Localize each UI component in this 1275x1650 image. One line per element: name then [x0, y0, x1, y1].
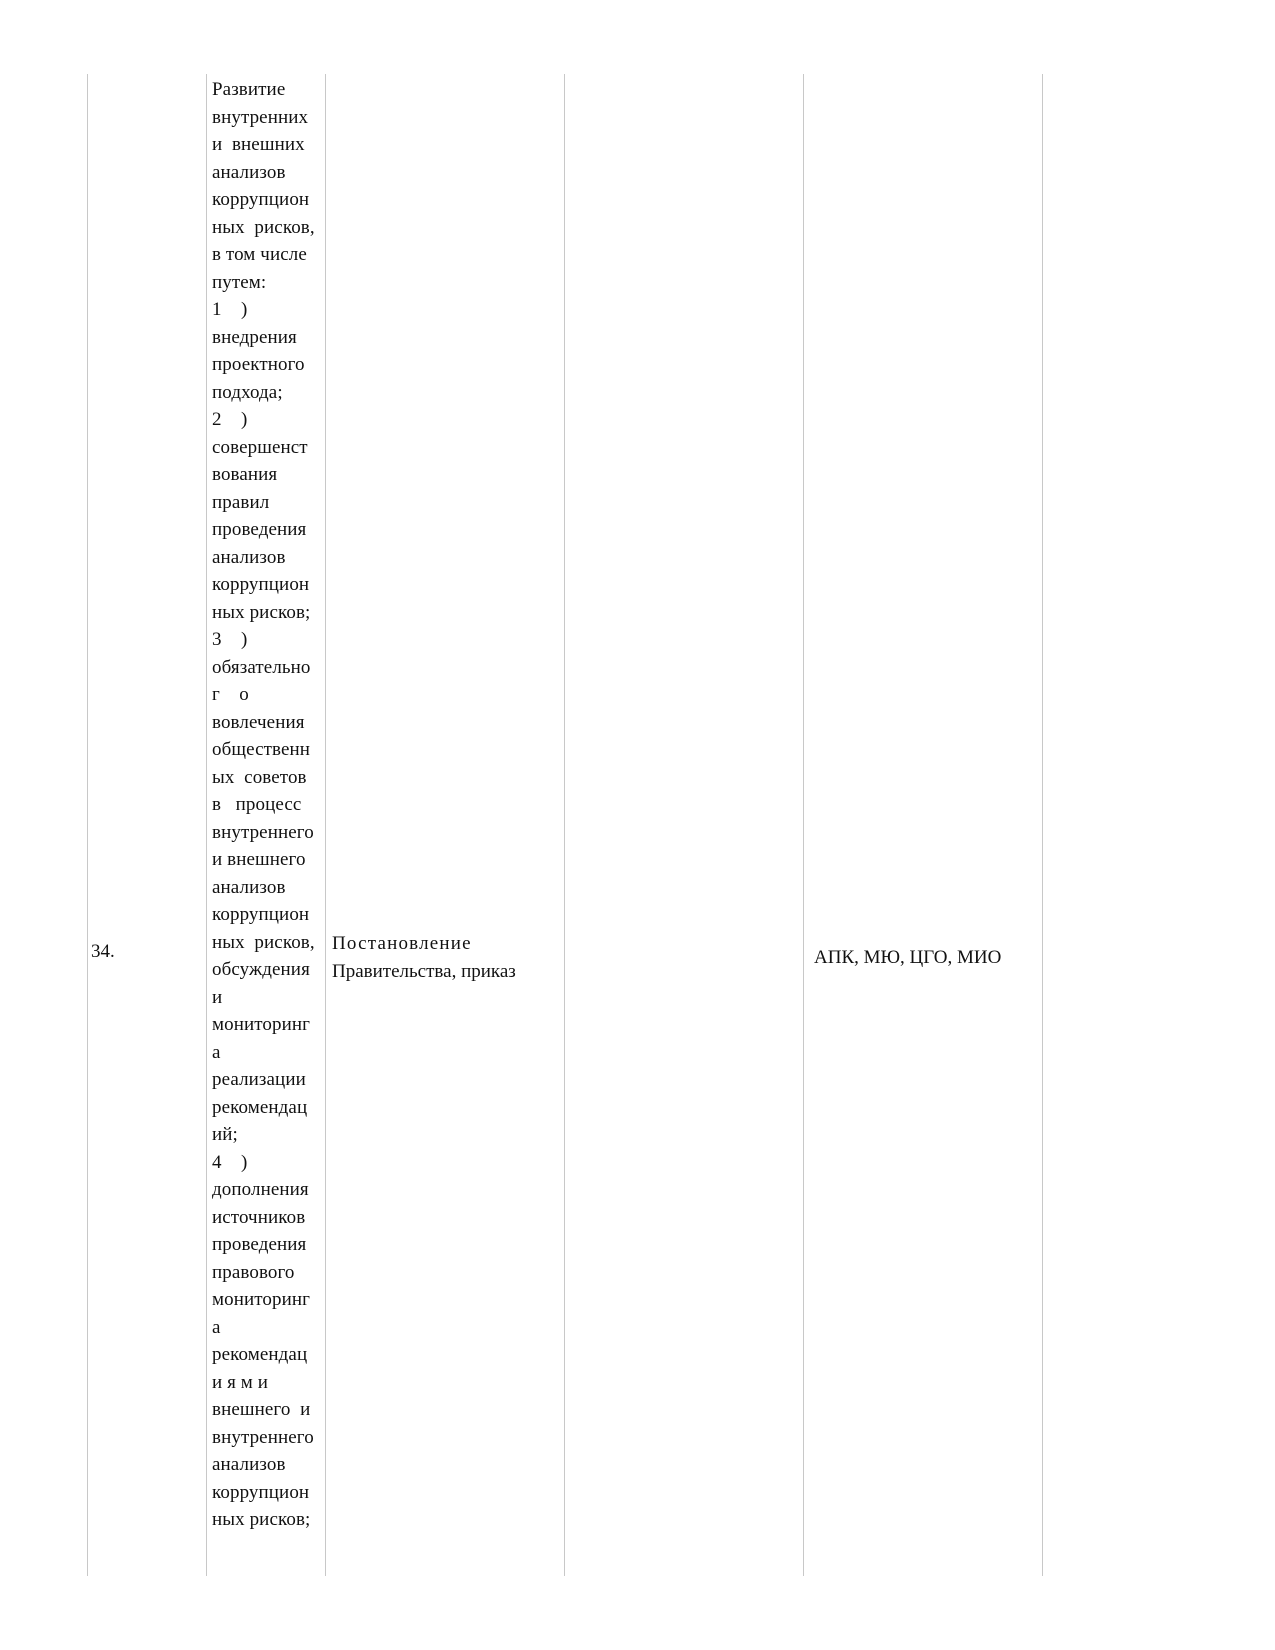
- column-divider: [1042, 74, 1043, 1576]
- description-line: в процесс: [212, 794, 302, 815]
- description-line: ных рисков,: [212, 216, 315, 238]
- column-divider: [87, 74, 88, 1576]
- description-line: 3 ): [212, 629, 248, 650]
- description-line: и внешнего: [212, 849, 306, 870]
- description-line: 1 ): [212, 299, 248, 320]
- description-line: обязательно: [212, 656, 311, 678]
- description-line: реализации: [212, 1069, 306, 1090]
- description-line: ных рисков;: [212, 1509, 311, 1530]
- description-line: правил: [212, 491, 270, 513]
- description-line: в том числе: [212, 244, 307, 265]
- column-divider: [564, 74, 565, 1576]
- description-line: а: [212, 1041, 221, 1063]
- completion-form-line: Постановление: [332, 933, 472, 954]
- description-line: ных рисков,: [212, 931, 315, 953]
- description-line: внешнего и: [212, 1399, 311, 1420]
- completion-form: [332, 930, 562, 985]
- completion-form-line: Правительства, приказ: [332, 960, 516, 982]
- description-line: а: [212, 1316, 221, 1338]
- description-line: коррупцион: [212, 904, 310, 925]
- description-line: проектного: [212, 354, 305, 375]
- description-line: коррупцион: [212, 189, 310, 210]
- column-divider: [803, 74, 804, 1576]
- row-number: 34.: [91, 941, 115, 962]
- measure-description: [212, 76, 330, 1534]
- description-line: коррупцион: [212, 574, 310, 595]
- document-table: [87, 74, 1247, 1576]
- description-line: правового: [212, 1261, 295, 1283]
- description-line: анализов: [212, 161, 286, 183]
- description-line: Развитие: [212, 79, 286, 100]
- description-line: вования: [212, 464, 278, 485]
- description-line: общественн: [212, 739, 311, 760]
- description-line: совершенст: [212, 436, 308, 458]
- description-line: внутреннего: [212, 821, 314, 843]
- description-line: и: [212, 986, 223, 1008]
- responsible-executors: АПК, МЮ, ЦГО, МИО: [814, 947, 1002, 968]
- description-line: обсуждения: [212, 959, 310, 980]
- description-line: и внешних: [212, 134, 305, 155]
- description-line: анализов: [212, 1454, 286, 1475]
- description-line: рекомендац: [212, 1344, 308, 1365]
- description-line: вовлечения: [212, 711, 305, 733]
- description-line: проведения: [212, 1234, 307, 1255]
- description-line: 4 ): [212, 1151, 248, 1173]
- description-line: дополнения: [212, 1179, 309, 1200]
- description-line: мониторинг: [212, 1289, 311, 1310]
- description-line: путем:: [212, 271, 267, 293]
- description-line: и я м и: [212, 1371, 269, 1393]
- description-line: ых советов: [212, 766, 307, 788]
- description-line: ных рисков;: [212, 601, 311, 623]
- description-line: мониторинг: [212, 1014, 311, 1035]
- description-line: коррупцион: [212, 1481, 310, 1503]
- description-line: 2 ): [212, 409, 248, 430]
- column-divider: [206, 74, 207, 1576]
- description-line: источников: [212, 1206, 306, 1228]
- description-line: внедрения: [212, 326, 297, 348]
- description-line: подхода;: [212, 381, 283, 403]
- description-line: внутреннего: [212, 1426, 314, 1448]
- description-line: анализов: [212, 546, 286, 568]
- description-line: ий;: [212, 1124, 238, 1145]
- description-line: внутренних: [212, 106, 309, 128]
- description-line: г о: [212, 684, 249, 705]
- description-line: анализов: [212, 876, 286, 898]
- description-line: рекомендац: [212, 1096, 308, 1118]
- description-line: проведения: [212, 519, 307, 540]
